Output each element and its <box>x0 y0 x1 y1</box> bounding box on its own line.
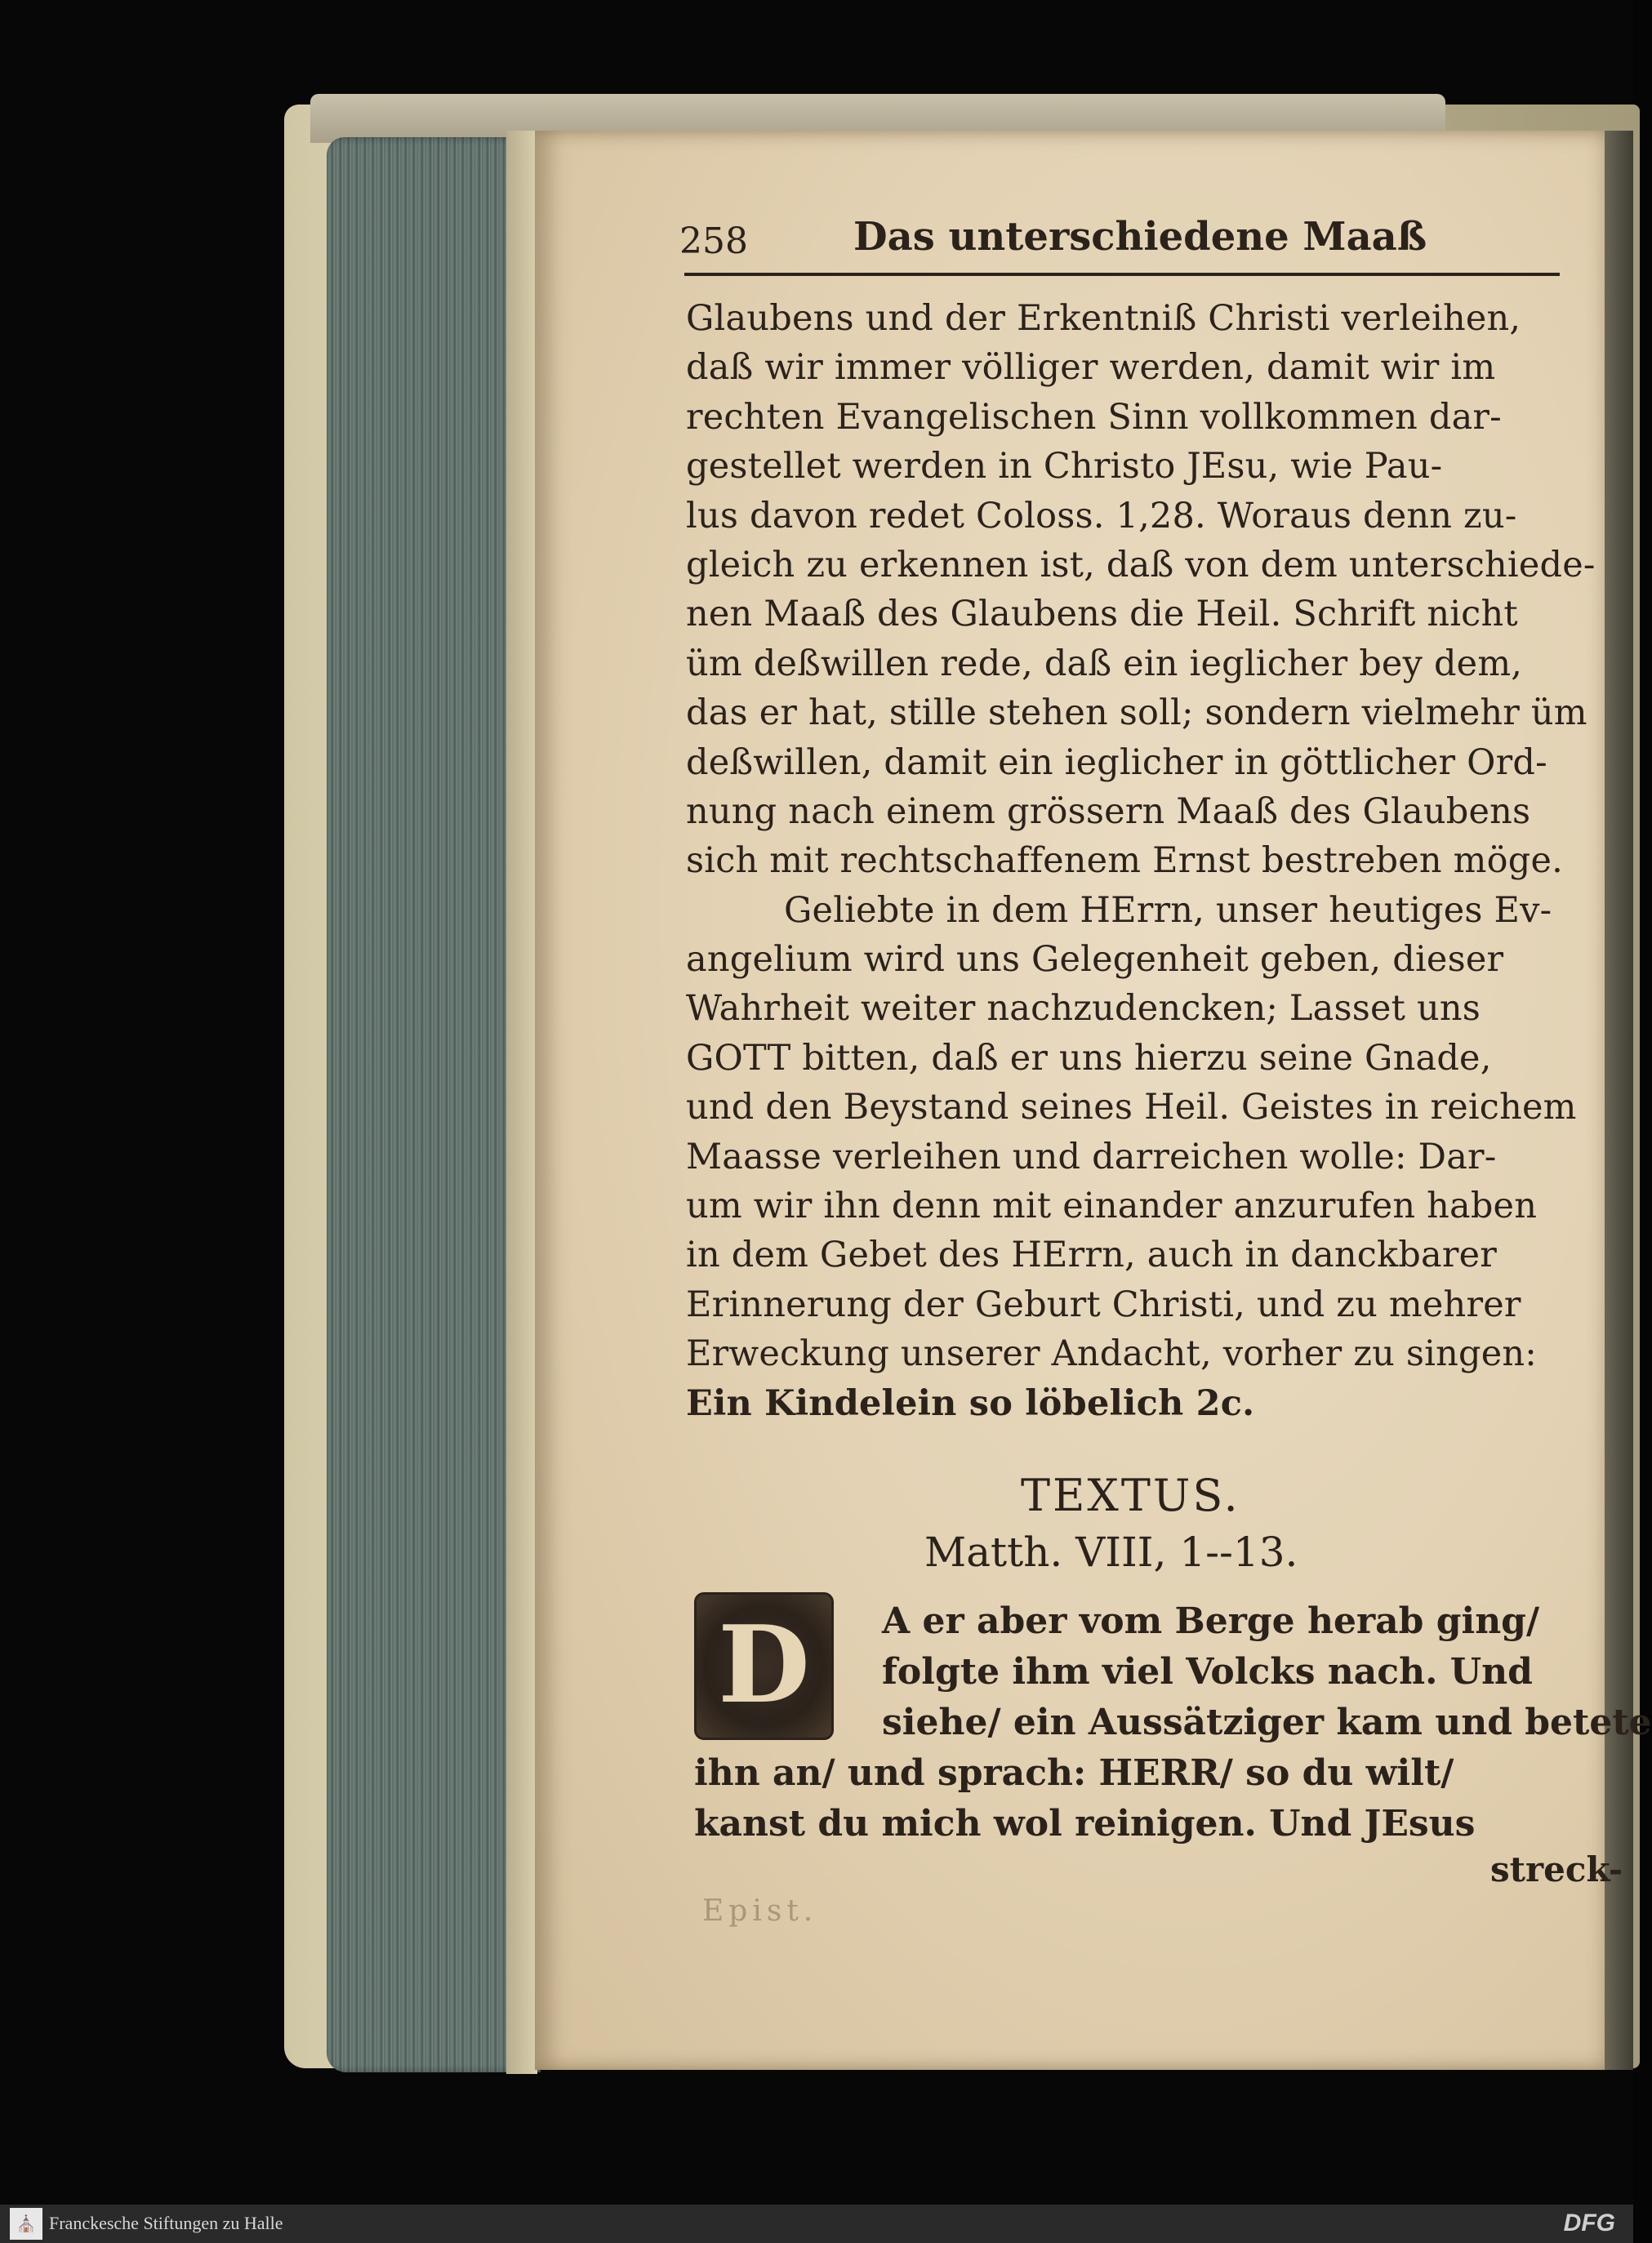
text-line: Erweckung unserer Andacht, vorher zu singen: <box>686 1333 1537 1375</box>
text-line: rechten Evangelischen Sinn vollkommen dar- <box>686 396 1502 438</box>
footer-institution-label: Franckesche Stiftungen zu Halle <box>49 2213 283 2233</box>
text-line-paragraph-start: Geliebte in dem HErrn, unser heutiges Ev- <box>784 889 1552 931</box>
foundation-logo-icon[interactable]: ⛪ <box>10 2208 42 2240</box>
scripture-line: ihn an/ und sprach: HERR/ so du wilt/ <box>694 1752 1454 1794</box>
text-line: das er hat, stille stehen soll; sondern vielmehr üm <box>686 692 1587 734</box>
text-line: nung nach einem grössern Maaß des Glaubens <box>686 790 1531 832</box>
drop-cap-letter: D <box>718 1602 810 1727</box>
text-line: angelium wird uns Gelegenheit geben, dieser <box>686 939 1504 981</box>
text-line: Wahrheit weiter nachzudencken; Lasset uns <box>686 988 1481 1030</box>
text-line: und den Beystand seines Heil. Geistes in reichem <box>686 1087 1577 1128</box>
running-head: Das unterschiedene Maaß <box>853 214 1427 260</box>
text-line: gestellet werden in Christo JEsu, wie Pau- <box>686 446 1443 487</box>
text-line: Erinnerung der Geburt Christi, und zu mehrer <box>686 1284 1521 1325</box>
scripture-line: siehe/ ein Aussätziger kam und betete <box>882 1702 1652 1743</box>
scripture-line: folgte ihm viel Volcks nach. Und <box>882 1651 1533 1693</box>
text-line: lus davon redet Coloss. 1,28. Woraus denn zu- <box>686 495 1517 536</box>
dfg-logo[interactable]: DFG <box>1563 2210 1615 2236</box>
scripture-text <box>694 1596 1652 1849</box>
text-line: deßwillen, damit ein ieglicher in göttlicher Ord- <box>686 741 1547 783</box>
text-line: GOTT bitten, daß er uns hierzu seine Gnade, <box>686 1037 1492 1079</box>
text-line: Glaubens und der Erkentniß Christi verleihen, <box>686 298 1521 339</box>
scripture-reference: Matth. VIII, 1--13. <box>924 1529 1298 1576</box>
bleed-through-text: Epist. <box>702 1894 818 1928</box>
text-line: daß wir immer völliger werden, damit wir im <box>686 347 1496 389</box>
text-line: nen Maaß des Glaubens die Heil. Schrift nicht <box>686 594 1518 635</box>
text-line: Maasse verleihen und darreichen wolle: Dar- <box>686 1136 1497 1177</box>
text-line: in dem Gebet des HErrn, auch in danckbarer <box>686 1235 1497 1276</box>
text-line: üm deßwillen rede, daß ein ieglicher bey dem, <box>686 643 1523 684</box>
header-rule <box>684 273 1560 276</box>
book-gutter <box>1605 131 1633 2070</box>
text-line: sich mit rechtschaffenem Ernst bestreben möge. <box>686 840 1563 882</box>
textus-heading: TEXTUS. <box>1021 1470 1240 1521</box>
page-number: 258 <box>679 220 748 262</box>
scripture-line: A er aber vom Berge herab ging/ <box>882 1600 1540 1642</box>
scripture-line: kanst du mich wol reinigen. Und JEsus <box>694 1803 1476 1845</box>
catchword: streck- <box>1490 1849 1623 1889</box>
text-line: gleich zu erkennen ist, daß von dem unterschiede- <box>686 544 1596 585</box>
body-text <box>686 294 1596 1428</box>
text-line-hymn: Ein Kindelein so löbelich 2c. <box>686 1382 1255 1424</box>
footer-bar <box>0 2205 1633 2243</box>
text-line: um wir ihn denn mit einander anzurufen haben <box>686 1186 1538 1227</box>
page-stack-margin <box>506 131 537 2074</box>
